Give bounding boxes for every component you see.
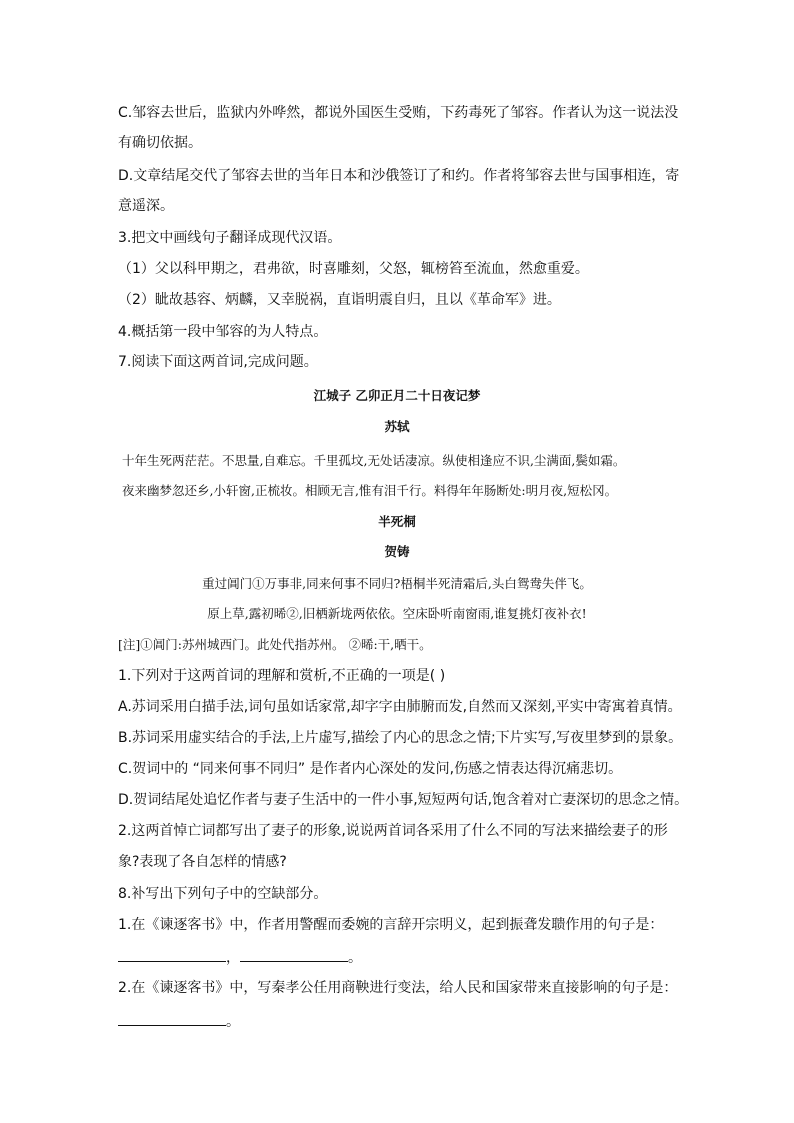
question-3: 3.把文中画线句子翻译成现代汉语。 [118,230,342,246]
poem2-line-1: 重过阊门①万事非,同来何事不同归?梧桐半死清霜后,头白鸳鸯失伴飞。 [202,576,592,591]
fill-blanks-2 [118,1011,240,1031]
poem1-line-2: 夜来幽梦忽还乡,小轩窗,正梳妆。相顾无言,惟有泪千行。料得年年肠断处:明月夜,短松冈。 [122,483,618,498]
fill-sentence-1: 1.在《谏逐客书》中，作者用警醒而委婉的言辞开宗明义，起到振聋发聩作用的句子是： [118,917,664,933]
option-c-text: C.邹容去世后，监狱内外哗然，都说外国医生受贿，下药毒死了邹容。作者认为这一说法没 [118,105,679,121]
blank-input-2[interactable] [118,1011,226,1026]
option-c-text-cont: 有确切依据。 [118,135,202,151]
end-mark: 。 [226,1014,240,1030]
question-7: 7.阅读下面这两首词,完成问题。 [118,354,318,370]
poem-question-2: 2.这两首悼亡词都写出了妻子的形象,说说两首词各采用了什么不同的写法来描绘妻子的形 [118,823,668,839]
poem1-title: 江城子 乙卯正月二十日夜记梦 [313,388,481,403]
option-d-text-cont: 意遥深。 [118,198,174,214]
question-3-item-1: （1）父以科甲期之，君弗欲，时喜雕刻，父怒，辄榜笞至流血，然愈重爱。 [118,261,589,277]
poem2-note: [注]①阊门:苏州城西门。此处代指苏州。 ②晞:干,晒干。 [118,637,432,652]
poem-option-b: B.苏词采用虚实结合的手法,上片虚写,描绘了内心的思念之情;下片实写,写夜里梦到的景象。 [118,730,683,746]
poem-option-a: A.苏词采用白描手法,词句虽如话家常,却字字由肺腑而发,自然而又深刻,平实中寄寓着真情。 [118,699,682,715]
poem-option-d: D.贺词结尾处追忆作者与妻子生活中的一件小事,短短两句话,饱含着对亡妻深切的思念之情。 [118,792,689,808]
poem-option-c: C.贺词中的 “同来何事不同归” 是作者内心深处的发问,伤感之情表达得沉痛悲切。 [118,761,623,777]
poem-question-2-cont: 象?表现了各自怎样的情感? [118,854,287,870]
poem1-line-1: 十年生死两茫茫。不思量,自难忘。千里孤坟,无处话凄凉。纵使相逢应不识,尘满面,鬓如霜。 [122,453,626,468]
separator: ， [226,950,240,966]
question-8: 8.补写出下列句子中的空缺部分。 [118,886,328,902]
option-d-text: D.文章结尾交代了邹容去世的当年日本和沙俄签订了和约。作者将邹容去世与国事相连，寄 [118,168,680,184]
blank-input-1b[interactable] [240,947,348,962]
poem-question-1: 1.下列对于这两首词的理解和赏析,不正确的一项是( ) [118,668,446,684]
fill-blanks-1 [118,947,362,967]
poem2-title: 半死桐 [378,514,416,529]
question-4: 4.概括第一段中邹容的为人特点。 [118,324,328,340]
question-3-item-2: （2）眦故惎容、炳麟，又幸脱祸，直诣明震自归，且以《革命军》进。 [118,292,561,308]
blank-input-1a[interactable] [118,947,226,962]
poem1-author: 苏轼 [384,419,410,434]
fill-sentence-2: 2.在《谏逐客书》中，写秦孝公任用商鞅进行变法，给人民和国家带来直接影响的句子是： [118,980,678,996]
end-mark: 。 [348,950,362,966]
poem2-line-2: 原上草,露初晞②,旧栖新垅两依依。空床卧听南窗雨,谁复挑灯夜补衣! [207,606,587,621]
poem2-author: 贺铸 [384,544,410,559]
